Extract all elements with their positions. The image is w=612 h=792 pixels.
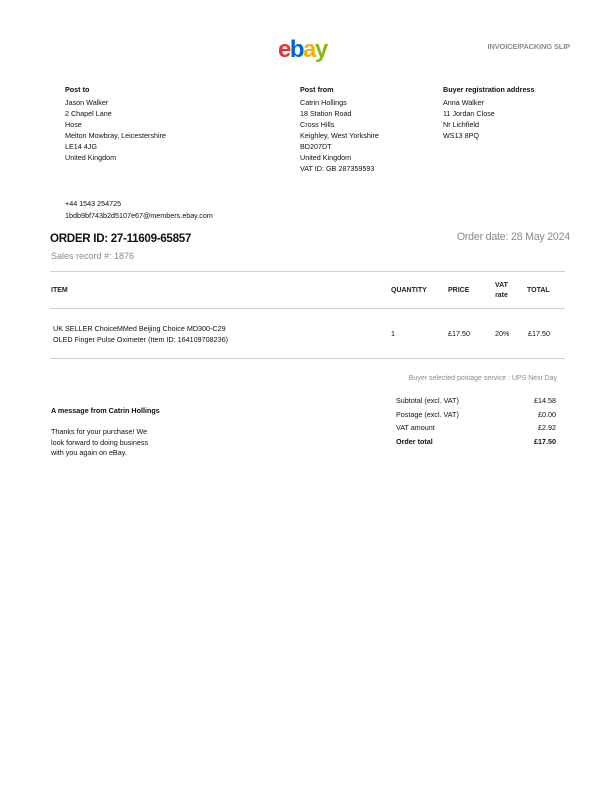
logo-letter-e: e [278, 36, 290, 63]
column-header-total: TOTAL [527, 287, 550, 294]
item-description [53, 323, 228, 345]
seller-message-line: look forward to doing business [51, 437, 149, 447]
subtotal-row [396, 396, 556, 410]
postage-value: £0.00 [538, 409, 556, 419]
sales-record: Sales record #: 1876 [51, 251, 135, 261]
subtotal-label: Subtotal (excl. VAT) [396, 396, 459, 405]
order-id: ORDER ID: 27-11609-65857 [50, 232, 192, 245]
postage-label: Postage (excl. VAT) [396, 409, 459, 419]
item-price: £17.50 [448, 329, 470, 338]
order-total-label: Order total [396, 436, 433, 446]
logo-letter-a: a [303, 36, 315, 63]
logo-letter-b: b [289, 36, 304, 63]
column-header-price: PRICE [448, 287, 470, 294]
post-from-line: BD207DT [300, 142, 332, 151]
postage-row [396, 410, 556, 424]
post-to-line: 2 Chapel Lane [65, 109, 112, 118]
item-total: £17.50 [528, 329, 550, 338]
buyer-email: 1bdb9bf743b2d5107e67@members.ebay.com [65, 210, 213, 220]
post-from-address [300, 84, 379, 174]
buyer-registration-line: Nr Lichfield [443, 120, 479, 129]
post-to-address [65, 84, 166, 163]
seller-message-line: Thanks for your purchase! We [51, 427, 148, 436]
post-from-line: United Kingdom [300, 153, 352, 162]
order-total-value: £17.50 [534, 436, 556, 446]
vat-id: VAT ID: GB 287359593 [300, 164, 375, 173]
item-quantity: 1 [391, 329, 395, 338]
vat-amount-label: VAT amount [396, 423, 435, 432]
buyer-registration-line: 11 Jordan Close [443, 109, 495, 118]
item-vat-rate: 20% [495, 329, 510, 338]
order-total-row [396, 437, 556, 451]
buyer-contact [65, 198, 213, 221]
order-date: Order date: 28 May 2024 [456, 231, 570, 243]
post-to-line: LE14 4JG [65, 142, 97, 151]
post-from-line: Catrin Hollings [300, 98, 347, 107]
buyer-registration-line: Anna Walker [443, 98, 484, 107]
seller-message [51, 427, 148, 459]
post-to-heading: Post to [65, 85, 90, 94]
ebay-logo [278, 38, 327, 62]
buyer-phone: +44 1543 254725 [65, 199, 122, 208]
column-header-vat-rate [495, 281, 508, 301]
vat-rate-header-line: rate [495, 292, 508, 299]
document-type-label: INVOICE/PACKING SLIP [487, 42, 570, 51]
buyer-registration-heading: Buyer registration address [443, 85, 535, 94]
buyer-registration-line: WS13 8PQ [443, 131, 479, 140]
vat-amount-row [396, 423, 556, 437]
post-to-line: Hose [65, 120, 82, 129]
post-to-line: Jason Walker [65, 98, 109, 107]
post-from-line: 18 Station Road [300, 109, 352, 118]
order-totals [396, 396, 556, 450]
buyer-registration-address [443, 84, 534, 141]
post-from-line: Keighley, West Yorkshire [300, 131, 379, 140]
post-from-heading: Post from [300, 85, 334, 94]
table-bottom-rule [50, 358, 565, 359]
item-description-line: UK SELLER ChoiceMMed Beijing Choice MD300-C29 [53, 324, 226, 333]
post-to-line: United Kingdom [65, 153, 117, 162]
postage-service: Buyer selected postage service : UPS Next Day [408, 375, 557, 382]
item-description-line: OLED Finger Pulse Oximeter (Item ID: 164109708236) [53, 335, 228, 344]
vat-amount-value: £2.92 [538, 423, 556, 432]
post-from-line: Cross Hills [300, 120, 335, 129]
post-to-line: Melton Mowbray, Leicestershire [65, 131, 166, 140]
subtotal-value: £14.58 [534, 396, 556, 405]
logo-letter-y: y [314, 36, 327, 63]
column-header-item: ITEM [51, 287, 68, 294]
seller-message-line: with you again on eBay. [51, 448, 127, 457]
seller-message-heading: A message from Catrin Hollings [51, 406, 160, 415]
table-top-rule [50, 271, 565, 272]
header-bottom-rule [50, 308, 565, 309]
vat-rate-header-line: VAT [495, 282, 508, 289]
column-header-quantity: QUANTITY [391, 287, 427, 294]
